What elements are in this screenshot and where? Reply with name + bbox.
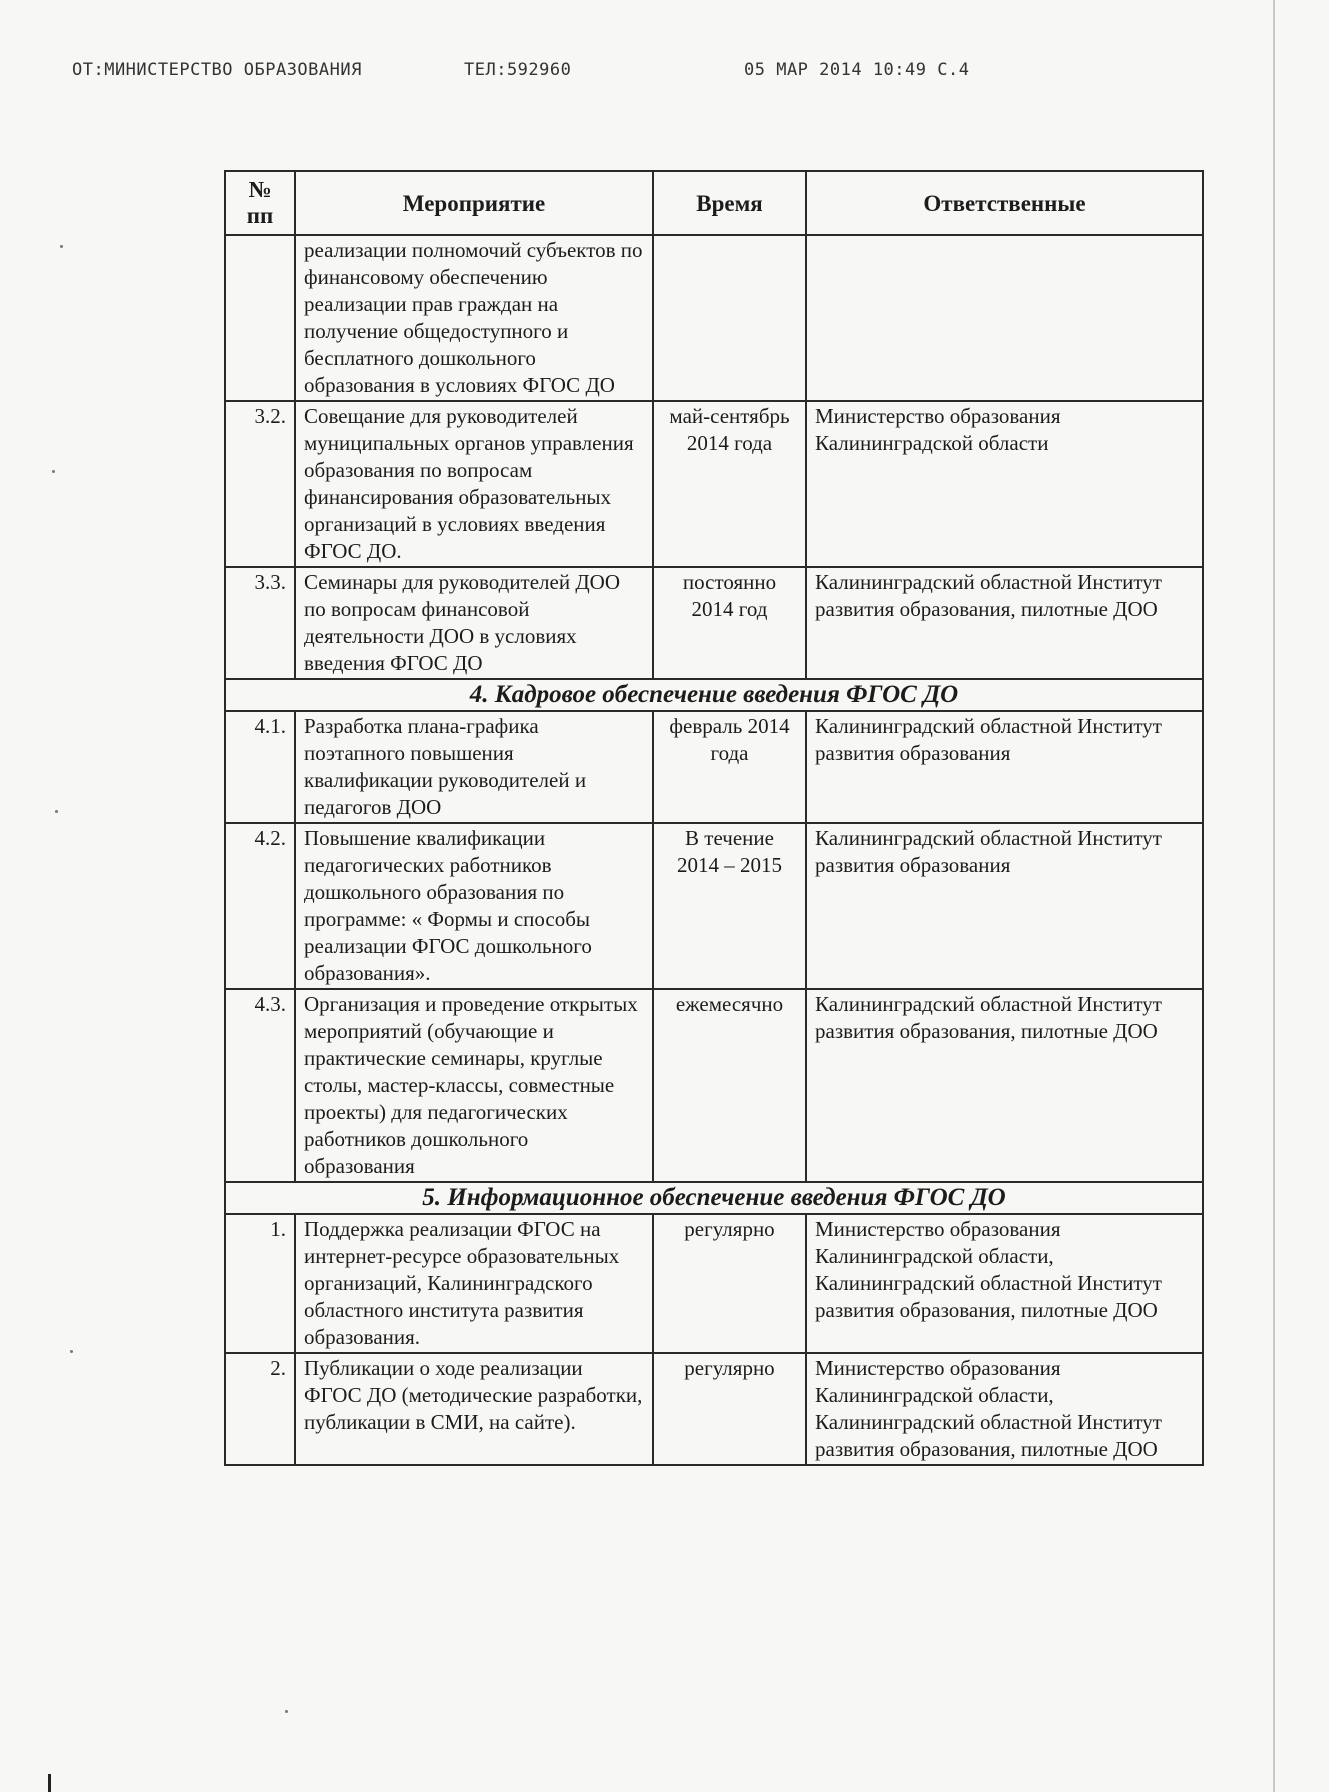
row-num: 4.1.: [225, 711, 295, 823]
row-responsible: Калининградский областной Институт развития образования: [806, 711, 1203, 823]
section-title: 5. Информационное обеспечение введения ФГОС ДО: [225, 1182, 1203, 1214]
row-event: реализации полномочий субъектов по финансовому обеспечению реализации прав граждан на получение общедоступного и бесплатного дошкольного образования в условиях ФГОС ДО: [295, 235, 653, 401]
row-time: постоянно 2014 год: [653, 567, 806, 679]
row-num: 1.: [225, 1214, 295, 1353]
plan-table: [224, 170, 1204, 1466]
row-responsible: Калининградский областной Институт развития образования: [806, 823, 1203, 989]
scan-speck: [52, 470, 55, 473]
table-row: [225, 989, 1203, 1182]
scan-edge-mark: [48, 1774, 51, 1792]
header-num-line2: пп: [246, 203, 274, 228]
row-time: февраль 2014 года: [653, 711, 806, 823]
table-row: [225, 1353, 1203, 1465]
section-row: [225, 679, 1203, 711]
row-time: регулярно: [653, 1353, 806, 1465]
row-num: 3.3.: [225, 567, 295, 679]
row-responsible: Министерство образования Калининградской области, Калининградский областной Институт развития образования, пилотные ДОО: [806, 1353, 1203, 1465]
section-title: 4. Кадровое обеспечение введения ФГОС ДО: [225, 679, 1203, 711]
row-num: [225, 235, 295, 401]
table-row: [225, 567, 1203, 679]
scan-edge-line: [1273, 0, 1275, 1792]
header-time: Время: [653, 171, 806, 235]
row-responsible: Министерство образования Калининградской области, Калининградский областной Институт развития образования, пилотные ДОО: [806, 1214, 1203, 1353]
fax-tel: ТЕЛ:592960: [464, 60, 572, 80]
table-row: [225, 235, 1203, 401]
fax-from: ОТ:МИНИСТЕРСТВО ОБРАЗОВАНИЯ: [72, 60, 362, 80]
row-time: ежемесячно: [653, 989, 806, 1182]
row-event: Повышение квалификации педагогических работников дошкольного образования по программе: « Формы и способы реализации ФГОС дошкольного образования».: [295, 823, 653, 989]
row-responsible: [806, 235, 1203, 401]
table-header-row: [225, 171, 1203, 235]
header-num-line1: №: [248, 177, 272, 202]
row-event: Совещание для руководителей муниципальных органов управления образования по вопросам финансирования образовательных организаций в условиях введения ФГОС ДО.: [295, 401, 653, 567]
scan-speck: [285, 1710, 288, 1713]
row-event: Поддержка реализации ФГОС на интернет-ресурсе образовательных организаций, Калининградского областного института развития образования.: [295, 1214, 653, 1353]
header-num: [225, 171, 295, 235]
fax-datetime: 05 МАР 2014 10:49 С.4: [744, 60, 970, 80]
row-num: 2.: [225, 1353, 295, 1465]
table-row: [225, 401, 1203, 567]
row-responsible: Калининградский областной Институт развития образования, пилотные ДОО: [806, 989, 1203, 1182]
row-event: Разработка плана-графика поэтапного повышения квалификации руководителей и педагогов ДОО: [295, 711, 653, 823]
table-row: [225, 1214, 1203, 1353]
table-row: [225, 711, 1203, 823]
row-time: В течение 2014 – 2015: [653, 823, 806, 989]
row-responsible: Министерство образования Калининградской области: [806, 401, 1203, 567]
table-row: [225, 823, 1203, 989]
row-event: Семинары для руководителей ДОО по вопросам финансовой деятельности ДОО в условиях введения ФГОС ДО: [295, 567, 653, 679]
scan-speck: [60, 245, 63, 248]
header-event: Мероприятие: [295, 171, 653, 235]
row-time: регулярно: [653, 1214, 806, 1353]
row-event: Организация и проведение открытых мероприятий (обучающие и практические семинары, круглые столы, мастер-классы, совместные проекты) для педагогических работников дошкольного образования: [295, 989, 653, 1182]
row-responsible: Калининградский областной Институт развития образования, пилотные ДОО: [806, 567, 1203, 679]
row-time: май-сентябрь 2014 года: [653, 401, 806, 567]
row-num: 3.2.: [225, 401, 295, 567]
scan-speck: [55, 810, 58, 813]
section-row: [225, 1182, 1203, 1214]
row-event: Публикации о ходе реализации ФГОС ДО (методические разработки, публикации в СМИ, на сайте).: [295, 1353, 653, 1465]
scan-speck: [70, 1350, 73, 1353]
header-responsible: Ответственные: [806, 171, 1203, 235]
row-num: 4.3.: [225, 989, 295, 1182]
row-time: [653, 235, 806, 401]
row-num: 4.2.: [225, 823, 295, 989]
